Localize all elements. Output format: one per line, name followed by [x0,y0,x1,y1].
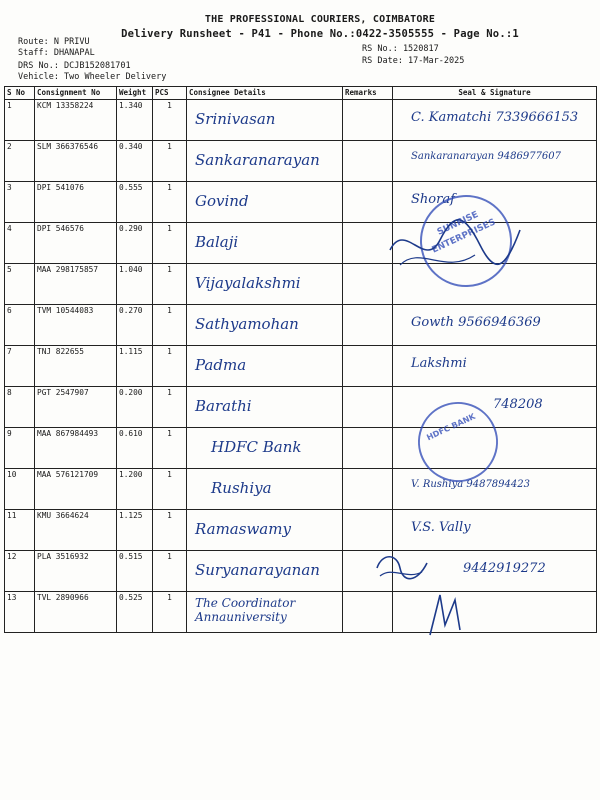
cell-consignment: DPI 541076 [35,182,117,223]
cell-consignee [187,551,343,592]
cell-remarks [343,387,393,428]
signature-handwriting: V. Rushiya 9487894423 [411,479,530,490]
consignee-handwriting: Balaji [195,233,239,251]
table-row [5,551,597,592]
cell-weight: 0.515 [117,551,153,592]
consignee-handwriting: Vijayalakshmi [195,274,301,292]
signature-scribble-icon [372,548,432,588]
cell-sno: 13 [5,592,35,633]
cell-weight: 1.340 [117,100,153,141]
table-row [5,100,597,141]
cell-pcs: 1 [153,264,187,305]
cell-consignment: MAA 298175857 [35,264,117,305]
table-row [5,469,597,510]
cell-pcs: 1 [153,346,187,387]
cell-consignee [187,182,343,223]
consignee-handwriting: Rushiya [211,479,272,497]
cell-pcs: 1 [153,469,187,510]
signature-handwriting: Shoraf [411,192,455,207]
table-row [5,141,597,182]
table-row [5,346,597,387]
cell-sno: 3 [5,182,35,223]
cell-consignee [187,387,343,428]
signature-scribble-icon [385,210,525,280]
cell-weight: 0.340 [117,141,153,182]
cell-pcs: 1 [153,428,187,469]
cell-remarks [343,510,393,551]
cell-consignee [187,469,343,510]
signature-handwriting: 748208 [493,397,543,412]
cell-sno: 2 [5,141,35,182]
signature-handwriting: 9442919272 [463,561,546,576]
cell-remarks [343,305,393,346]
cell-remarks [343,141,393,182]
cell-consignee [187,346,343,387]
company-title: THE PROFESSIONAL COURIERS, COIMBATORE [204,14,436,25]
consignee-handwriting: Barathi [195,397,252,415]
table-row [5,510,597,551]
signature-handwriting: V.S. Vally [411,520,471,535]
cell-consignment: MAA 576121709 [35,469,117,510]
cell-consignment: PLA 3516932 [35,551,117,592]
consignee-handwriting: The Coordinator Annauniversity [195,596,296,624]
consignee-handwriting: Govind [195,192,249,210]
col-header-sno: S No [5,87,35,100]
cell-consignment: SLM 366376546 [35,141,117,182]
cell-consignment: TVL 2890966 [35,592,117,633]
cell-weight: 0.200 [117,387,153,428]
cell-consignee [187,305,343,346]
consignee-handwriting: Sankaranarayan [195,151,320,169]
cell-sno: 4 [5,223,35,264]
cell-pcs: 1 [153,510,187,551]
cell-sno: 8 [5,387,35,428]
cell-pcs: 1 [153,182,187,223]
cell-signature [393,346,597,387]
signature-handwriting: Gowth 9566946369 [411,315,541,330]
delivery-table [4,86,597,633]
signature-handwriting: Lakshmi [411,356,467,371]
col-header-consignee: Consignee Details [187,87,343,100]
bank-seal-stamp: HDFC BANK [405,389,511,495]
cell-signature [393,510,597,551]
signature-handwriting: Sankaranarayan 9486977607 [411,151,562,162]
signature-scribble-icon [420,590,470,640]
col-header-consignment: Consignment No [35,87,117,100]
cell-consignee [187,264,343,305]
vehicle-label: Vehicle: Two Wheeler Delivery [18,72,167,82]
cell-pcs: 1 [153,305,187,346]
cell-weight: 0.270 [117,305,153,346]
company-seal-stamp: SUNRISE ENTERPRISES [405,180,527,302]
cell-consignment: MAA 867984493 [35,428,117,469]
cell-weight: 0.610 [117,428,153,469]
consignee-handwriting: Sathyamohan [195,315,299,333]
cell-consignment: KMU 3664624 [35,510,117,551]
cell-weight: 1.200 [117,469,153,510]
cell-pcs: 1 [153,141,187,182]
table-row [5,592,597,633]
cell-consignment: TVM 10544083 [35,305,117,346]
cell-sno: 12 [5,551,35,592]
signature-handwriting: C. Kamatchi 7339666153 [411,110,579,125]
cell-weight: 0.290 [117,223,153,264]
cell-remarks [343,428,393,469]
consignee-handwriting: Suryanarayanan [195,561,320,579]
cell-pcs: 1 [153,387,187,428]
cell-remarks [343,100,393,141]
cell-pcs: 1 [153,223,187,264]
cell-consignee [187,223,343,264]
cell-signature [393,469,597,510]
consignee-handwriting: Ramaswamy [195,520,291,538]
cell-remarks [343,592,393,633]
rs-date: RS Date: 17-Mar-2025 [362,56,465,66]
cell-sno: 9 [5,428,35,469]
table-header-row [5,87,597,100]
cell-sno: 11 [5,510,35,551]
cell-consignee [187,428,343,469]
cell-consignee [187,510,343,551]
cell-weight: 0.525 [117,592,153,633]
route-label: Route: N PRIVU [18,37,90,47]
cell-sno: 1 [5,100,35,141]
consignee-handwriting: Padma [195,356,247,374]
col-header-remarks: Remarks [343,87,393,100]
table-row [5,428,597,469]
cell-pcs: 1 [153,592,187,633]
cell-weight: 1.040 [117,264,153,305]
cell-signature [393,100,597,141]
cell-consignment: TNJ 822655 [35,346,117,387]
drs-number: DRS No.: DCJB152081701 [18,61,131,71]
cell-sno: 5 [5,264,35,305]
col-header-weight: Weight [117,87,153,100]
cell-remarks [343,469,393,510]
cell-consignee [187,141,343,182]
cell-pcs: 1 [153,100,187,141]
cell-consignment: PGT 2547907 [35,387,117,428]
cell-sno: 10 [5,469,35,510]
cell-sno: 7 [5,346,35,387]
table-row [5,305,597,346]
staff-label: Staff: DHANAPAL [18,48,95,58]
col-header-signature: Seal & Signature [393,87,597,100]
consignee-handwriting: Srinivasan [195,110,276,128]
cell-signature [393,305,597,346]
cell-consignee [187,100,343,141]
runsheet-title: Delivery Runsheet - P41 - Phone No.:0422-3505555 - Page No.:1 [121,28,519,40]
cell-sno: 6 [5,305,35,346]
col-header-pcs: PCS [153,87,187,100]
cell-pcs: 1 [153,551,187,592]
cell-remarks [343,346,393,387]
cell-consignment: DPI 546576 [35,223,117,264]
cell-signature [393,141,597,182]
cell-weight: 0.555 [117,182,153,223]
cell-consignment: KCM 13358224 [35,100,117,141]
rs-number: RS No.: 1520817 [362,44,439,54]
cell-weight: 1.125 [117,510,153,551]
cell-weight: 1.115 [117,346,153,387]
cell-consignee [187,592,343,633]
consignee-handwriting: HDFC Bank [211,438,302,456]
table-row [5,387,597,428]
